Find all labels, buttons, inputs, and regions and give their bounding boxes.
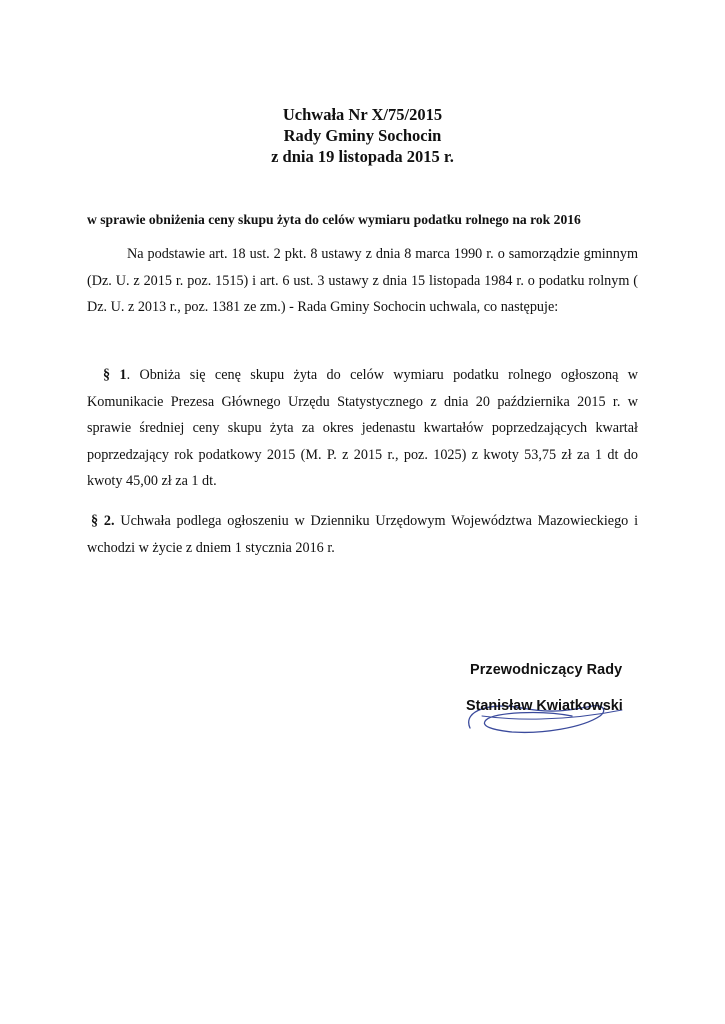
section-1-text: . Obniża się cenę skupu żyta do celów wymiaru podatku rolnego ogłoszoną w Komunikacie Prezesa Głównego Urzędu Statystycznego z dnia 20 października 2015 r. w sprawie średniej ceny skupu żyta za okres jedenastu kwartałów poprzedzających kwartał poprzedzający rok podatkowy 2015 (M. P. z 2015 r., poz. 1025) z kwoty 53,75 zł za 1 dt do kwoty 45,00 zł za 1 dt.: [87, 367, 639, 489]
resolution-title: [0, 104, 725, 167]
title-line-date: z dnia 19 listopada 2015 r.: [271, 147, 454, 166]
signature-role: Przewodniczący Rady: [470, 662, 623, 678]
signature-stamp: [462, 662, 652, 742]
legal-basis-paragraph: Na podstawie art. 18 ust. 2 pkt. 8 ustawy z dnia 8 marca 1990 r. o samorządzie gminnym (Dz. U. z 2015 r. poz. 1515) i art. 6 ust. 3 ustawy z dnia 15 listopada 1984 r. o podatku rolnym ( Dz. U. z 2013 r., poz. 1381 ze zm.) - Rada Gminy Sochocin uchwala, co następuje:: [87, 246, 638, 315]
signature-name: Stanisław Kwiatkowski: [466, 698, 623, 714]
title-line-number: Uchwała Nr X/75/2015: [282, 105, 443, 124]
section-2-mark: § 2.: [91, 513, 115, 529]
section-2-text: Uchwała podlega ogłoszeniu w Dzienniku Urzędowym Województwa Mazowieckiego i wchodzi w życie z dniem 1 stycznia 2016 r.: [87, 513, 639, 556]
section-1-paragraph: [87, 362, 638, 495]
section-2-paragraph: [87, 508, 638, 561]
resolution-subject: w sprawie obniżenia ceny skupu żyta do celów wymiaru podatku rolnego na rok 2016: [87, 212, 581, 227]
title-line-council: Rady Gminy Sochocin: [283, 126, 442, 145]
section-1-mark: § 1: [103, 367, 127, 383]
